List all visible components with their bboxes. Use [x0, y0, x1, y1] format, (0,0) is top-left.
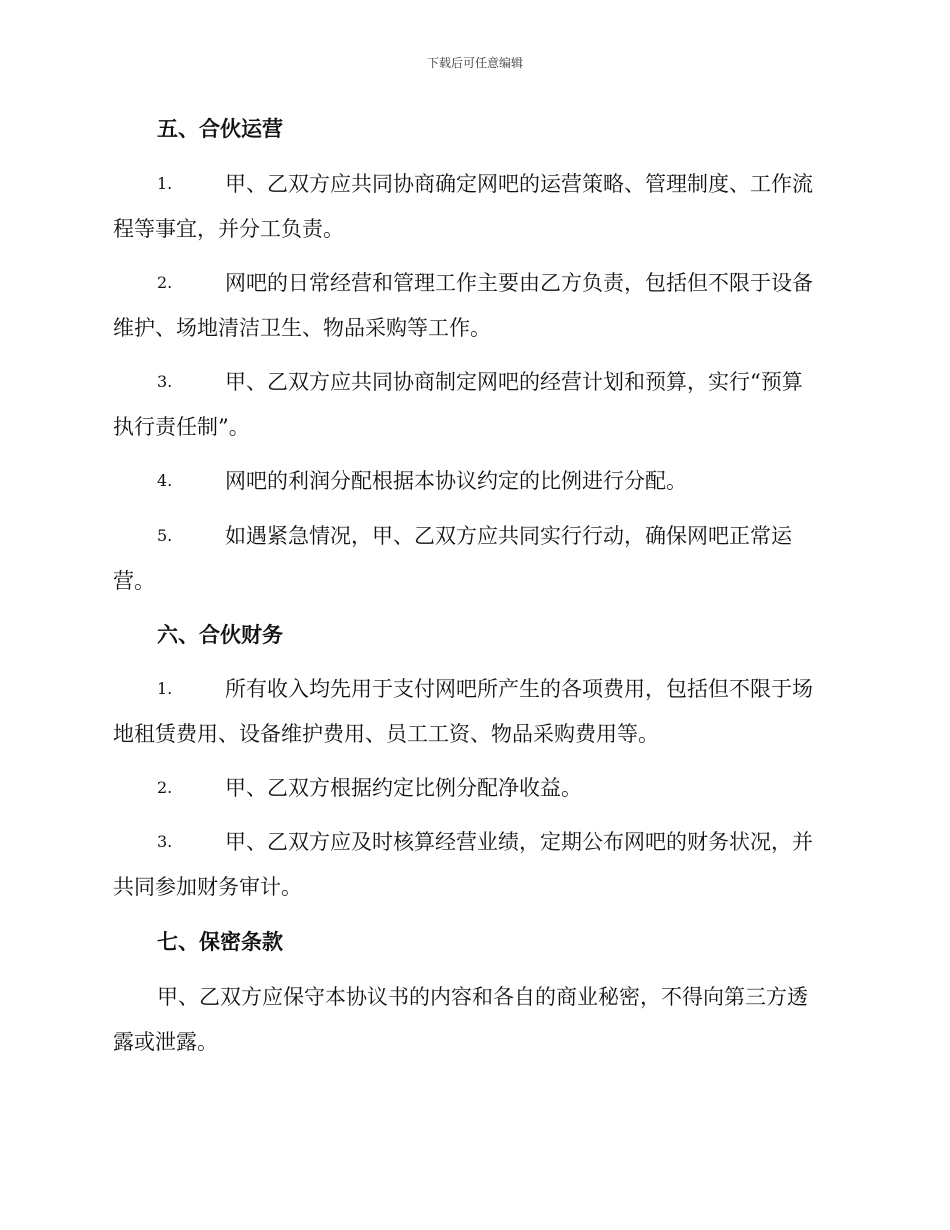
paragraph-line: 露或泄露。 — [113, 1030, 218, 1054]
item-text-line: 地租赁费用、设备维护费用、员工工资、物品采购费用等。 — [113, 722, 659, 746]
item-number: 3. — [157, 372, 173, 391]
item-text-line: 执行责任制”。 — [113, 415, 250, 439]
item-text-line: 网吧的利润分配根据本协议约定的比例进行分配。 — [225, 469, 687, 493]
section-heading-seven: 七、保密条款 — [157, 929, 283, 954]
item-text-line: 甲、乙双方根据约定比例分配净收益。 — [225, 776, 582, 800]
item-number: 2. — [157, 273, 173, 292]
item-text-line: 网吧的日常经营和管理工作主要由乙方负责，包括但不限于设备 — [225, 271, 813, 295]
item-number: 1. — [157, 679, 173, 698]
item-text-line: 共同参加财务审计。 — [113, 875, 302, 899]
item-text-line: 甲、乙双方应共同协商确定网吧的运营策略、管理制度、工作流 — [225, 172, 813, 196]
item-number: 1. — [157, 174, 173, 193]
item-number: 2. — [157, 778, 173, 797]
paragraph-line: 甲、乙双方应保守本协议书的内容和各自的商业秘密，不得向第三方透 — [157, 985, 808, 1009]
item-number: 5. — [157, 526, 173, 545]
section-heading-five: 五、合伙运营 — [157, 116, 283, 141]
item-number: 3. — [157, 832, 173, 851]
item-text-line: 维护、场地清洁卫生、物品采购等工作。 — [113, 316, 491, 340]
item-text-line: 甲、乙双方应共同协商制定网吧的经营计划和预算，实行“预算 — [225, 370, 803, 394]
section-heading-six: 六、合伙财务 — [157, 622, 283, 647]
item-text-line: 程等事宜，并分工负责。 — [113, 217, 344, 241]
item-text-line: 所有收入均先用于支付网吧所产生的各项费用，包括但不限于场 — [225, 677, 813, 701]
page-header: 下载后可任意编辑 — [426, 56, 523, 70]
item-text-line: 甲、乙双方应及时核算经营业绩，定期公布网吧的财务状况，并 — [225, 830, 813, 854]
item-number: 4. — [157, 471, 173, 490]
item-text-line: 如遇紧急情况，甲、乙双方应共同实行行动，确保网吧正常运 — [225, 524, 792, 548]
item-text-line: 营。 — [113, 569, 155, 593]
